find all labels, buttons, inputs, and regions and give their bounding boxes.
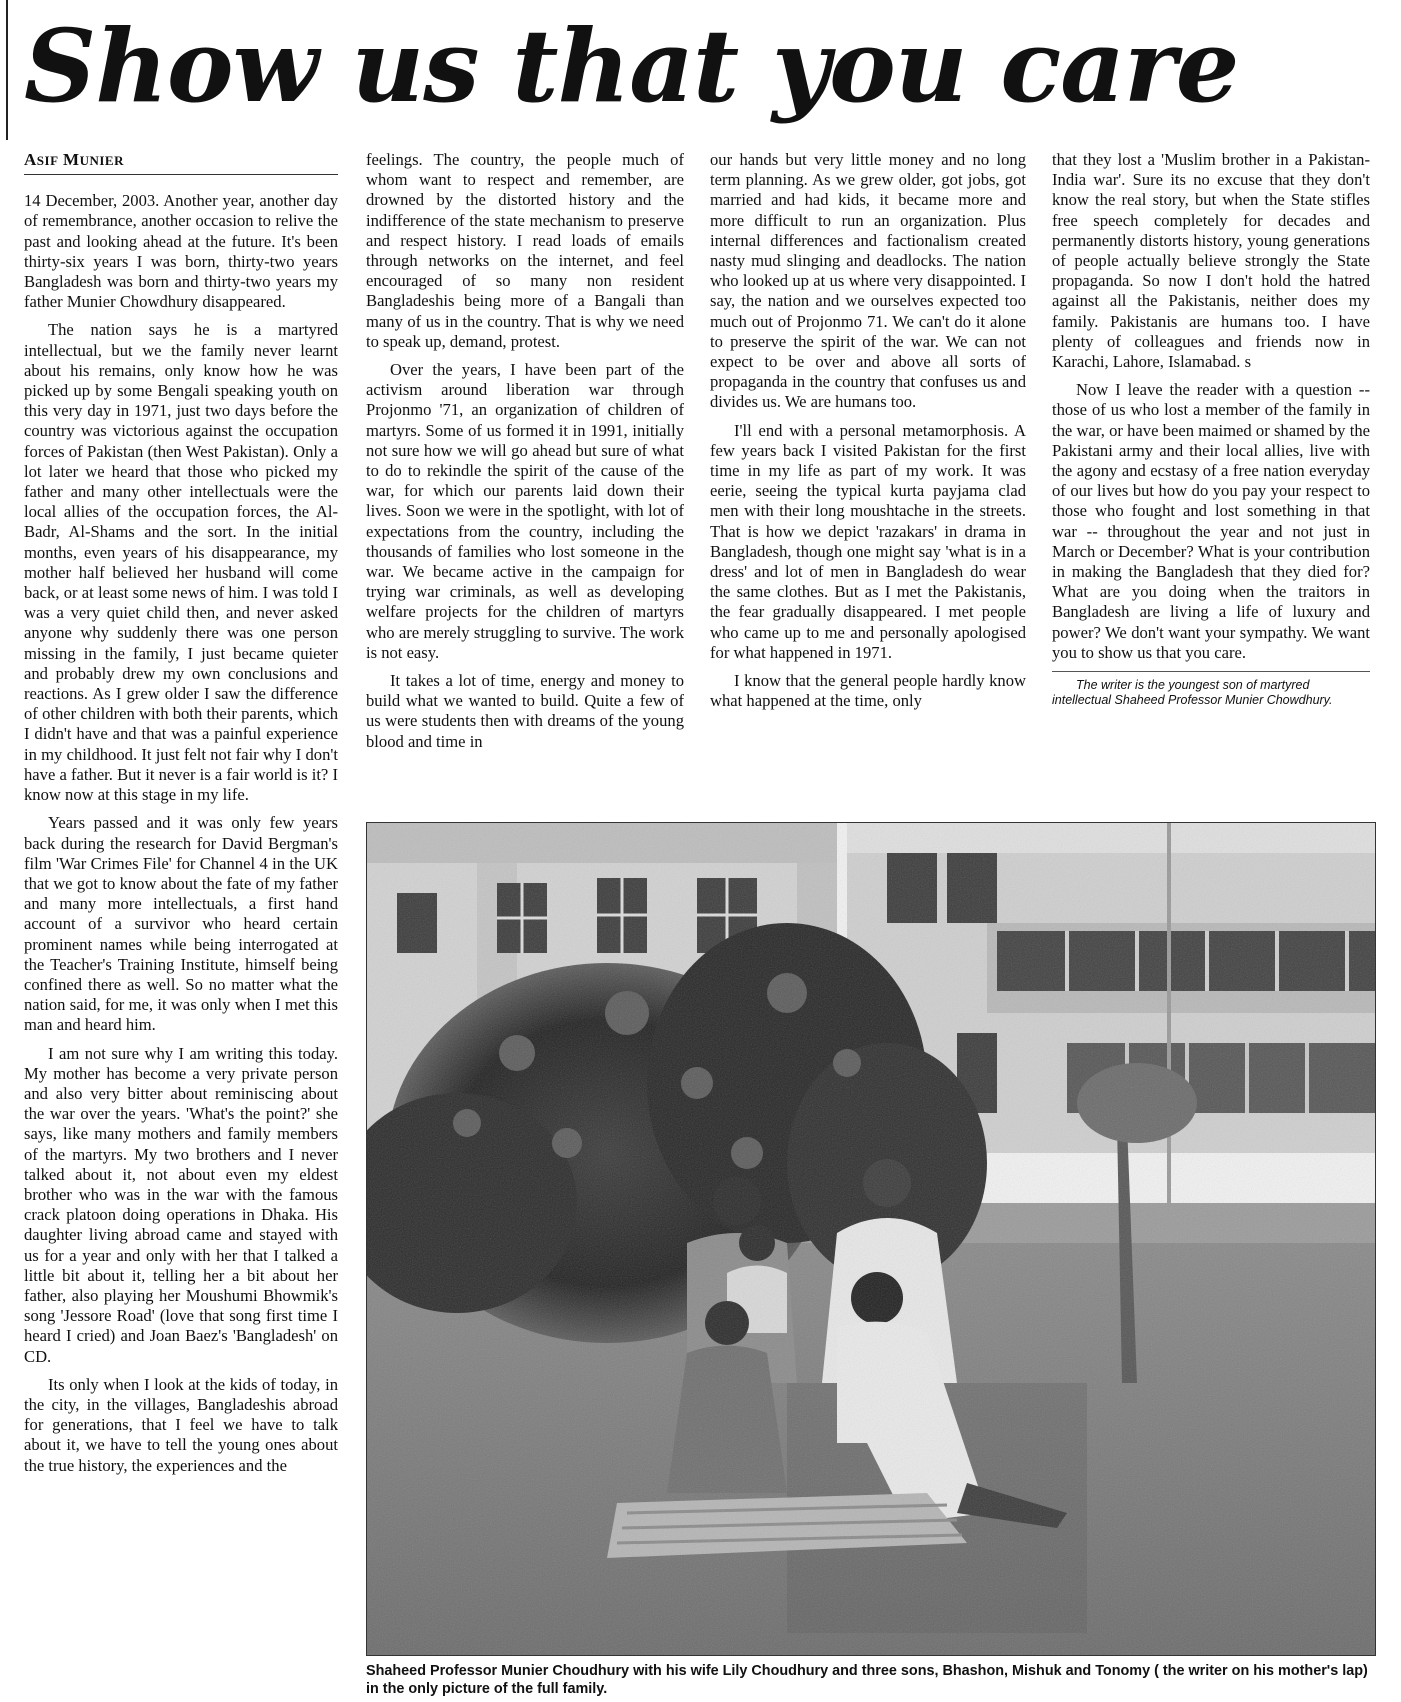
paragraph: Over the years, I have been part of the activism around liberation war through Projonmo '71, an organization of children of martyrs. Some of us formed it in 1991, initially not sure how we will go ahead but sure of what to do to rekindle the spirit of the cause of the war, for which our parents laid down their lives. Soon we were in the spotlight, with lot of expectations from the country, including the thousands of families who lost someone in the war. We became active in the campaign for trying war criminals, as well as developing welfare projects for the children of martyrs who are merely struggling to survive. The work is not easy. — [366, 360, 684, 662]
family-photo-illustration — [367, 823, 1375, 1655]
author-note-rule — [1052, 671, 1370, 708]
paragraph: Its only when I look at the kids of today, in the city, in the villages, Bangladeshis abroad for generations, that I feel we have to talk about it, we have to tell the young ones about the true history, the experiences and the — [24, 1374, 338, 1475]
paragraph: Years passed and it was only few years back during the research for David Bergman's film 'War Crimes File' for Channel 4 in the UK that we got to know about the fate of my father and many more intellectuals, a first hand account of a survivor who heard certain prominent names while being interrogated at the Teacher's Training Institute, himself being confined there as well. So no matter what the nation said, for me, it was only when I met this man and heard him. — [24, 813, 338, 1035]
article-column-1 — [24, 150, 338, 1670]
paragraph: I know that the general people hardly know what happened at the time, only — [710, 671, 1026, 711]
paragraph: our hands but very little money and no long term planning. As we grew older, got jobs, got married and had kids, it became more and more difficult to run an organization. Plus internal differences and factionalism created nasty mud slinging and deadlocks. The nation who looked up at us where very disappointed. I say, the nation and we ourselves expected too much out of Projonmo 71. We can't do it alone to preserve the spirit of the war. We can not expect to be over and above all sorts of propaganda in the country that confuses us and divides us. We are humans too. — [710, 150, 1026, 412]
article-column-4 — [1052, 150, 1370, 802]
paragraph: It takes a lot of time, energy and money to build what we wanted to build. Quite a few of us were students then with dreams of the young blood and time in — [366, 671, 684, 751]
author-note: The writer is the youngest son of martyred intellectual Shaheed Professor Munier Chowdhury. — [1052, 678, 1333, 708]
family-photo — [366, 822, 1376, 1656]
paragraph: I'll end with a personal metamorphosis. A few years back I visited Pakistan for the first time in my life as part of my work. It was eerie, seeing the typical kurta payjama clad men with their long moushtache in the streets. That is how we depict 'razakars' in drama in Bangladesh, though one might say 'what is in a dress' and lot of men in Bangladesh do wear the same clothes. But as I met the Pakistanis, the fear gradually disappeared. I met people who came up to me and personally apologised for what happened in 1971. — [710, 420, 1026, 662]
headline: Show us that you care — [24, 7, 1239, 125]
paragraph: 14 December, 2003. Another year, another day of remembrance, another occasion to relive the past and looking ahead at the future. It's been thirty-six years I was born, thirty-two years Bangladesh was born and thirty-two years my father Munier Chowdhury disappeared. — [24, 191, 338, 312]
paragraph: The nation says he is a martyred intellectual, but we the family never learnt about his remains, only know how he was picked up by some Bengali speaking youth on this very day in 1971, just two days before the country was victorious against the occupation forces of Pakistan (then West Pakistan). Only a lot later we heard that those who picked my father and many other intellectuals were the local allies of the occupation forces, the Al-Badr, Al-Shams and the sort. In the initial months, even years of his disappearance, my mother half believed her husband will come back, or at least some news of him. I was told I was a very quiet child then, and never asked anyone why suddenly there was one person missing in the family, I just became quieter and probably drew my own conclusions and reactions. As I grew older I saw the difference of other children with both their parents, which I didn't have and that was a painful experience in my childhood. It just felt not fair why I don't have a father. But it never is a fair world is it? I know now at this stage in my life. — [24, 320, 338, 805]
article-column-2 — [366, 150, 684, 802]
paragraph: that they lost a 'Muslim brother in a Pakistan-India war'. Sure its no excuse that they don't know the real story, but when the State stifles free speech completely for decades and permanently distorts history, young generations of people actually believe strongly the State propaganda. So now I don't hold the hatred against all the Pakistanis, neither does my family. Pakistanis are humans too. I have plenty of colleagues and friends now in Karachi, Lahore, Islamabad. s — [1052, 150, 1370, 372]
paragraph: Now I leave the reader with a question -- those of us who lost a member of the family in the war, or have been maimed or shamed by the Pakistani army and their local allies, live with the agony and ecstasy of a free nation everyday of our lives but how do you pay your respect to those who fought and lost something in that war -- throughout the year and not just in March or December? What is your contribution in making the Bangladesh that they died for? What are you doing when the traitors in Bangladesh are living a life of luxury and power? We don't want your sympathy. We want you to show us that you care. — [1052, 380, 1370, 662]
paragraph: I am not sure why I am writing this today. My mother has become a very private person and also very bitter about reminiscing about the war over the years. 'What's the point?' she says, like many mothers and family members of the martyrs. My two brothers and I never talked about it, not about even my eldest brother who was in the war with the famous crack platoon doing operations in Dhaka. His daughter living abroad came and stayed with us for a year and only with her that I talked a little bit about it, telling her a bit about her father, also playing her Moushumi Bhowmik's song 'Jessore Road' (love that song first time I heard I cried) and Joan Baez's 'Bangladesh' on CD. — [24, 1043, 338, 1366]
photo-caption: Shaheed Professor Munier Choudhury with his wife Lily Choudhury and three sons, Bhashon, Mishuk and Tonomy ( the writer on his mother's lap) in the only picture of the full family. — [366, 1663, 1368, 1697]
byline: ASIF MUNIER — [24, 150, 338, 175]
paragraph: feelings. The country, the people much of whom want to respect and remember, are drowned by the distorted history and the indifference of the state mechanism to preserve and respect history. I read loads of emails through networks on the internet, and feel encouraged of so many non resident Bangladeshis being more of a Bangali than many of us in the country. That is why we need to speak up, demand, protest. — [366, 150, 684, 351]
article-column-3 — [710, 150, 1026, 802]
left-margin-rule — [6, 0, 8, 140]
